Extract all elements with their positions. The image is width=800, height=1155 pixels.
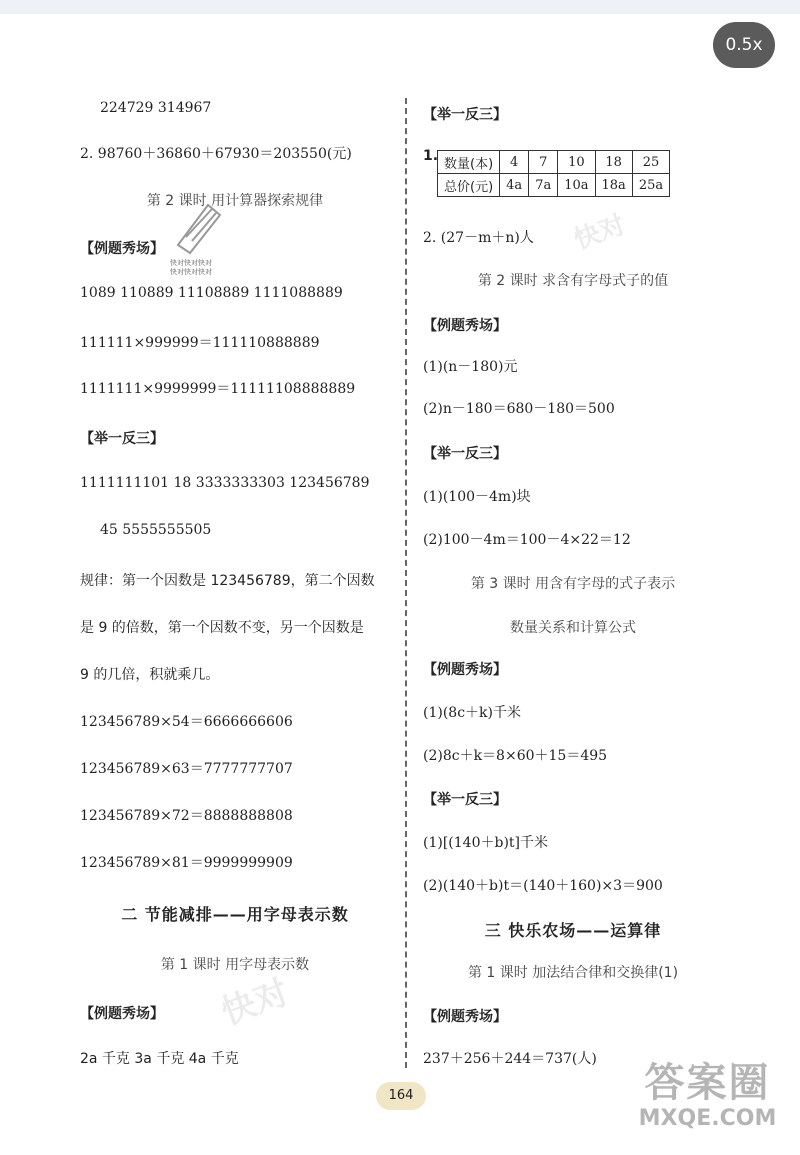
section-header-example: 【例题秀场】 bbox=[80, 241, 164, 257]
site-watermark-title: 答案圈 bbox=[644, 1060, 771, 1106]
table-row bbox=[438, 174, 670, 197]
calc-line: 123456789×54＝6666666606 bbox=[80, 714, 293, 730]
item-1-label: 1. bbox=[423, 148, 439, 164]
example-line: 2a 千克 3a 千克 4a 千克 bbox=[80, 1051, 239, 1067]
example-line: (2)8c＋k＝8×60＋15＝495 bbox=[423, 748, 608, 764]
column-divider bbox=[405, 98, 407, 1068]
example-line: 237＋256＋244＝737(人) bbox=[423, 1051, 597, 1067]
table-cell: 10 bbox=[558, 151, 595, 174]
example-line: 1111111×9999999＝11111108888889 bbox=[80, 381, 356, 397]
example-line: (1)(8c＋k)千米 bbox=[423, 705, 521, 721]
section-header-practice: 【举一反三】 bbox=[423, 446, 507, 462]
example-line: 1089 110889 11108889 1111088889 bbox=[80, 285, 343, 301]
practice-line: (1)[(140＋b)t]千米 bbox=[423, 835, 548, 851]
table-cell: 7a bbox=[529, 174, 558, 197]
rule-text: 规律：第一个因数是 123456789，第二个因数 bbox=[80, 573, 375, 589]
site-watermark-url: MXQE.COM bbox=[638, 1106, 777, 1131]
table-row-header: 总价(元) bbox=[438, 174, 500, 197]
lesson-title: 第 1 课时 用字母表示数 bbox=[160, 957, 310, 973]
pencil-stamp bbox=[168, 195, 228, 280]
practice-line: (2)100－4m＝100－4×22＝12 bbox=[423, 532, 631, 548]
table-cell: 7 bbox=[529, 151, 558, 174]
table-cell: 18 bbox=[595, 151, 632, 174]
section-header-practice: 【举一反三】 bbox=[423, 792, 507, 808]
zoom-level-badge[interactable]: 0.5x bbox=[713, 22, 775, 68]
practice-line: (2)(140＋b)t＝(140＋160)×3＝900 bbox=[423, 878, 663, 894]
lesson-title: 第 3 课时 用含有字母的式子表示 bbox=[470, 576, 676, 592]
answer-line: 224729 314967 bbox=[100, 100, 212, 116]
watermark-stamp: 快对 bbox=[216, 972, 294, 1034]
quantity-price-table bbox=[437, 150, 670, 197]
table-cell: 4a bbox=[500, 174, 529, 197]
watermark-small-text-2: 快对快对快对 bbox=[170, 268, 212, 276]
calc-line: 123456789×72＝8888888808 bbox=[80, 808, 293, 824]
example-line: (2)n－180＝680－180＝500 bbox=[423, 401, 615, 417]
section-header-practice: 【举一反三】 bbox=[423, 107, 507, 123]
table-cell: 25a bbox=[632, 174, 669, 197]
table-cell: 4 bbox=[500, 151, 529, 174]
table-cell: 18a bbox=[595, 174, 632, 197]
practice-line: 1111111101 18 3333333303 123456789 bbox=[80, 475, 370, 491]
section-header-example: 【例题秀场】 bbox=[423, 318, 507, 334]
viewer-top-bar bbox=[0, 0, 800, 14]
calc-line: 123456789×63＝7777777707 bbox=[80, 761, 293, 777]
section-header-example: 【例题秀场】 bbox=[423, 662, 507, 678]
item-2: 2. 98760＋36860＋67930＝203550(元) bbox=[80, 146, 352, 162]
table-row bbox=[438, 151, 670, 174]
calc-line: 123456789×81＝9999999909 bbox=[80, 855, 293, 871]
pencil-icon bbox=[168, 195, 228, 255]
practice-line: 45 5555555505 bbox=[100, 522, 212, 538]
lesson-title: 第 1 课时 加法结合律和交换律(1) bbox=[467, 965, 679, 981]
lesson-title: 第 2 课时 求含有字母式子的值 bbox=[477, 273, 669, 289]
section-header-example: 【例题秀场】 bbox=[80, 1006, 164, 1022]
example-line: 111111×999999＝111110888889 bbox=[80, 335, 320, 351]
section-header-example: 【例题秀场】 bbox=[423, 1009, 507, 1025]
rule-text: 9 的几倍，积就乘几。 bbox=[80, 667, 220, 683]
lesson-title: 第 2 课时 用计算器探索规律 bbox=[146, 193, 324, 209]
example-line: (1)(n－180)元 bbox=[423, 359, 518, 375]
table-cell: 25 bbox=[632, 151, 669, 174]
watermark-small-text-1: 快对快对快对 bbox=[170, 259, 212, 267]
practice-line: (1)(100－4m)块 bbox=[423, 489, 531, 505]
unit-title: 三 快乐农场——运算律 bbox=[484, 921, 662, 940]
lesson-title-continued: 数量关系和计算公式 bbox=[510, 620, 636, 636]
item-2: 2. (27－m＋n)人 bbox=[423, 230, 534, 246]
unit-title: 二 节能减排——用字母表示数 bbox=[121, 905, 349, 924]
site-watermark bbox=[620, 1060, 795, 1132]
page-number: 164 bbox=[376, 1082, 426, 1110]
table-cell: 10a bbox=[558, 174, 595, 197]
table-row-header: 数量(本) bbox=[438, 151, 500, 174]
section-header-practice: 【举一反三】 bbox=[80, 431, 164, 447]
watermark-stamp: 快对 bbox=[570, 209, 630, 256]
rule-text: 是 9 的倍数，第一个因数不变，另一个因数是 bbox=[80, 620, 364, 636]
